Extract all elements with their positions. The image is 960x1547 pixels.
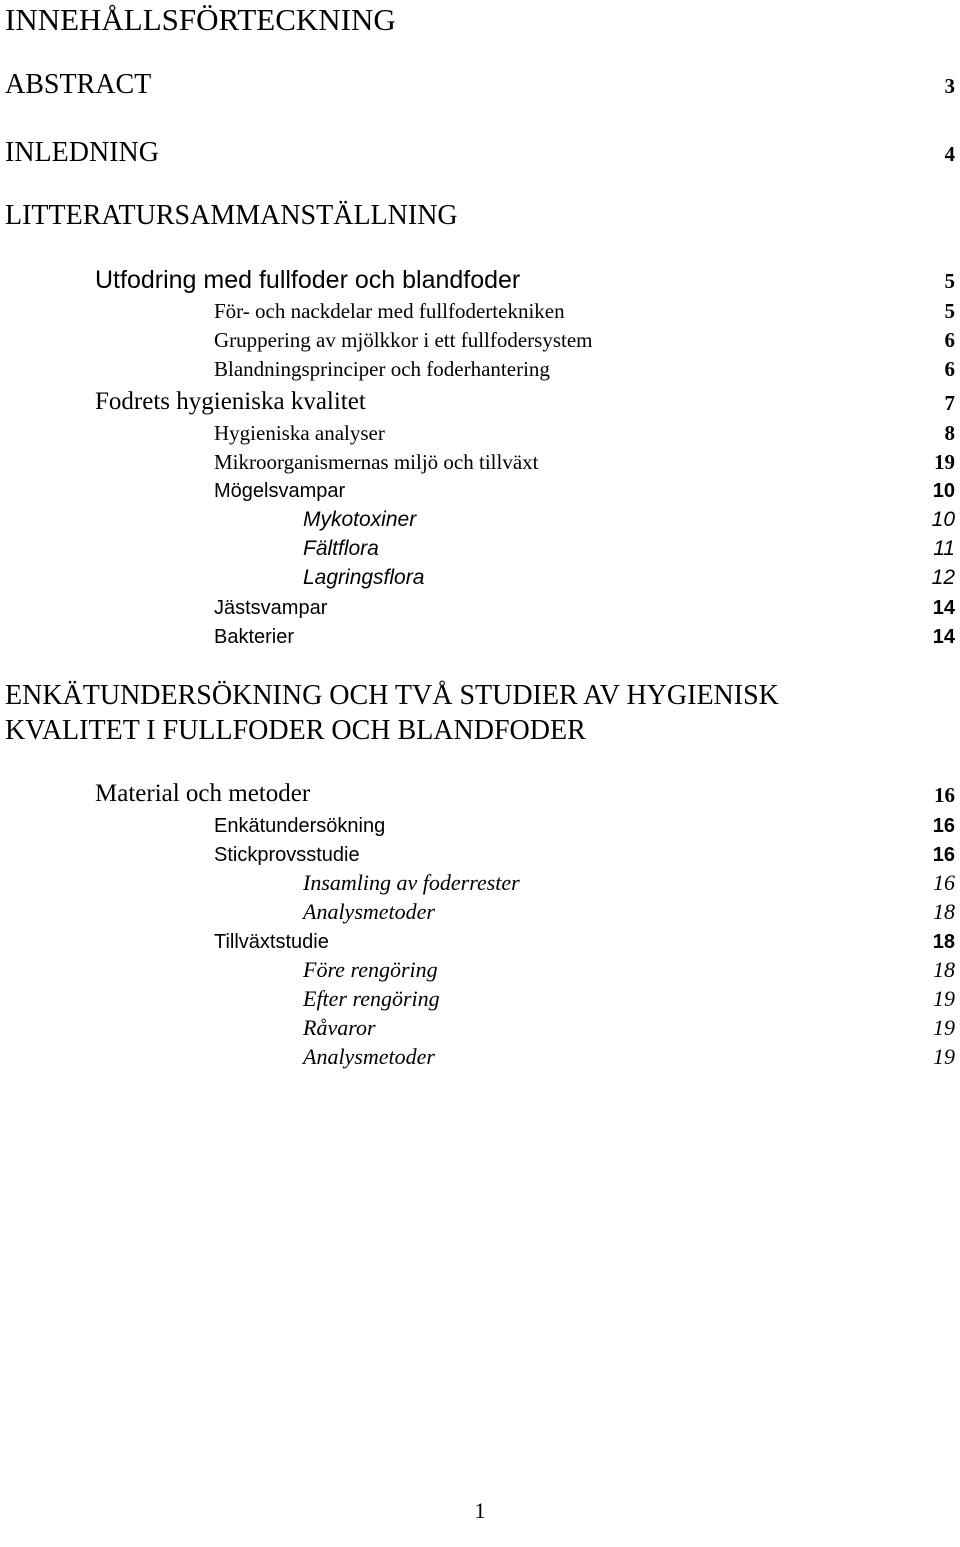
toc-entry-label: Fodrets hygieniska kvalitet <box>95 388 366 415</box>
toc-entry-gruppering[interactable] <box>0 327 960 353</box>
toc-entry-mikroorganismernas-miljo[interactable] <box>0 449 960 475</box>
toc-entry-page: 18 <box>932 931 955 953</box>
toc-entry-bakterier[interactable] <box>0 624 960 650</box>
toc-entry-mykotoxiner[interactable] <box>0 507 960 533</box>
toc-entry-efter-rengoring[interactable] <box>0 986 960 1012</box>
toc-entry-lagringsflora[interactable] <box>0 565 960 591</box>
toc-entry-page: 14 <box>932 597 955 619</box>
toc-entry-page: 16 <box>933 870 955 895</box>
toc-entry-label: Jästsvampar <box>214 597 328 619</box>
toc-entry-page: 3 <box>944 74 955 98</box>
toc-entry-page: 19 <box>933 1044 955 1069</box>
toc-entry-page: 10 <box>932 480 955 502</box>
toc-entry-label: För- och nackdelar med fullfodertekniken <box>214 299 565 323</box>
toc-entry-label: Material och metoder <box>95 780 311 807</box>
toc-entry-label: Mykotoxiner <box>303 508 417 531</box>
toc-entry-page: 4 <box>944 142 955 166</box>
toc-entry-insamling-av-foderrester[interactable] <box>0 870 960 896</box>
toc-entry-fodrets-hygieniska-kvalitet[interactable] <box>0 386 960 418</box>
toc-entry-label: Utfodring med fullfoder och blandfoder <box>95 266 521 294</box>
toc-entry-page: 8 <box>944 421 955 445</box>
toc-entry-abstract[interactable] <box>0 68 960 104</box>
toc-entry-litteratursammanstallning[interactable] <box>0 199 960 235</box>
toc-entry-for-och-nackdelar[interactable] <box>0 298 960 324</box>
toc-entry-tillvaxtstudie[interactable] <box>0 929 960 955</box>
toc-entry-page: 12 <box>931 566 955 589</box>
toc-entry-jastsvampar[interactable] <box>0 595 960 621</box>
toc-entry-page: 16 <box>932 815 955 837</box>
toc-entry-enkatundersokning[interactable] <box>0 813 960 839</box>
toc-entry-page: 10 <box>931 508 955 531</box>
toc-entry-fore-rengoring[interactable] <box>0 957 960 983</box>
toc-entry-label: Efter rengöring <box>303 986 440 1011</box>
toc-entry-label: INLEDNING <box>5 137 159 168</box>
toc-entry-label: Fältflora <box>303 537 379 560</box>
toc-entry-page: 16 <box>932 844 955 866</box>
toc-entry-page: 7 <box>944 391 955 415</box>
page-number: 1 <box>474 1498 486 1523</box>
toc-entry-page: 19 <box>934 450 955 474</box>
toc-entry-label: Gruppering av mjölkkor i ett fullfodersystem <box>214 328 593 352</box>
toc-entry-label: Blandningsprinciper och foderhantering <box>214 357 550 381</box>
toc-entry-page: 18 <box>933 899 955 924</box>
toc-entry-page: 6 <box>944 328 955 352</box>
toc-entry-label: Tillväxtstudie <box>214 931 329 953</box>
toc-entry-blandningsprinciper[interactable] <box>0 356 960 382</box>
toc-entry-label: Råvaror <box>303 1015 376 1040</box>
toc-entry-label: Mikroorganismernas miljö och tillväxt <box>214 450 539 474</box>
toc-entry-label: Bakterier <box>214 626 295 648</box>
toc-entry-page: 16 <box>934 783 955 807</box>
toc-entry-label: ABSTRACT <box>5 69 152 100</box>
toc-entry-page: 6 <box>944 357 955 381</box>
toc-entry-analysmetoder-tillvaxt[interactable] <box>0 1044 960 1070</box>
toc-entry-label: Enkätundersökning <box>214 815 386 837</box>
toc-entry-label: LITTERATURSAMMANSTÄLLNING <box>5 200 458 231</box>
toc-entry-label: Analysmetoder <box>303 1044 435 1069</box>
toc-entry-page: 18 <box>933 957 955 982</box>
toc-entry-material-och-metoder[interactable] <box>0 778 960 810</box>
toc-entry-page: 5 <box>944 299 955 323</box>
toc-entry-label: Före rengöring <box>303 957 438 982</box>
toc-entry-label: Insamling av foderrester <box>303 870 520 895</box>
toc-entry-stickprovsstudie[interactable] <box>0 842 960 868</box>
toc-entry-inledning[interactable] <box>0 136 960 172</box>
toc-entry-page: 19 <box>933 1015 955 1040</box>
toc-entry-page: 11 <box>933 537 955 560</box>
toc-entry-page: 14 <box>932 626 955 648</box>
toc-entry-ravaror[interactable] <box>0 1015 960 1041</box>
toc-entry-faltflora[interactable] <box>0 536 960 562</box>
toc-entry-label: Lagringsflora <box>303 566 425 589</box>
toc-entry-label: Hygieniska analyser <box>214 421 385 445</box>
document-title: INNEHÅLLSFÖRTECKNING <box>5 2 396 37</box>
toc-entry-page: 19 <box>933 986 955 1011</box>
section-heading-line: KVALITET I FULLFODER OCH BLANDFODER <box>5 715 586 746</box>
section-heading-line: ENKÄTUNDERSÖKNING OCH TVÅ STUDIER AV HYGIENISK <box>5 680 779 711</box>
toc-entry-label: Mögelsvampar <box>214 480 346 502</box>
toc-entry-enkatundersokning-heading[interactable] <box>5 678 779 748</box>
toc-entry-mogelsvampar[interactable] <box>0 478 960 504</box>
toc-entry-analysmetoder-stickprov[interactable] <box>0 899 960 925</box>
toc-entry-label: Stickprovsstudie <box>214 844 360 866</box>
toc-entry-utfodring[interactable] <box>0 264 960 296</box>
toc-entry-page: 5 <box>944 269 955 293</box>
toc-entry-label: Analysmetoder <box>303 899 435 924</box>
toc-entry-hygieniska-analyser[interactable] <box>0 420 960 446</box>
